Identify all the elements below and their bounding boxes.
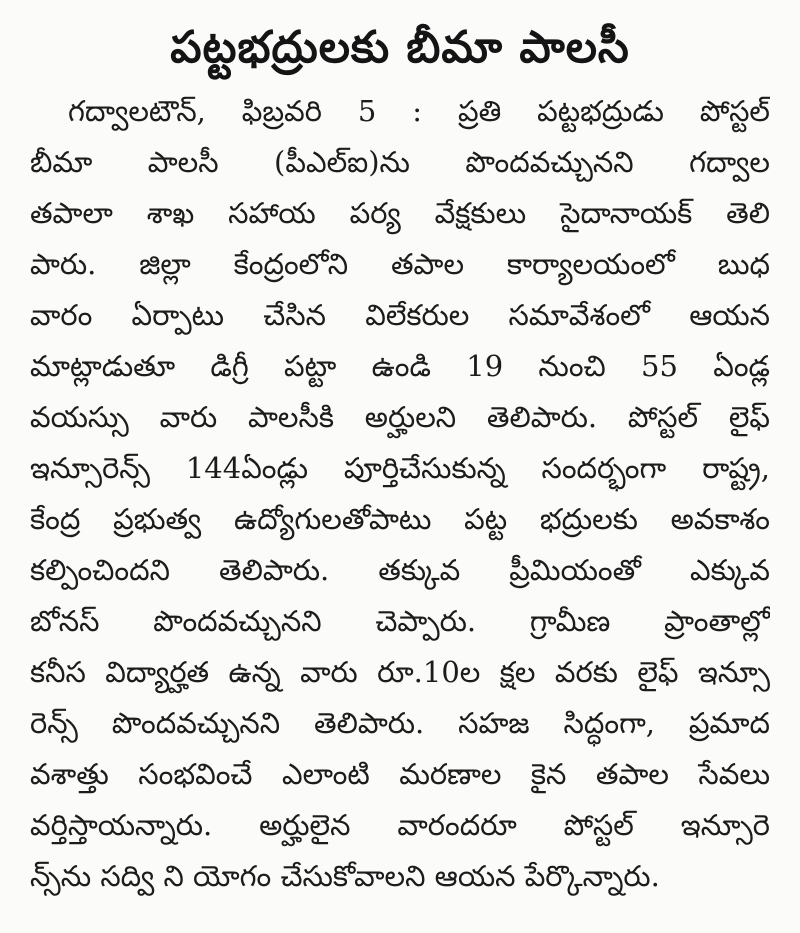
- article-line: కనీస విద్యార్హత ఉన్న వారు రూ.10ల క్షల వరకు లైఫ్ ఇన్సూ: [30, 655, 770, 689]
- article-line: వారం ఏర్పాటు చేసిన విలేకరుల సమావేశంలో ఆయన: [30, 298, 770, 332]
- article-line: వశాత్తు సంభవించే ఎలాంటి మరణాల కైన తపాల సేవలు: [30, 757, 770, 791]
- article-line: మాట్లాడుతూ డిగ్రీ పట్టా ఉండి 19 నుంచి 55 ఏండ్ల: [30, 349, 770, 383]
- article-line: ఇన్సూరెన్స్ 144ఏండ్లు పూర్తిచేసుకున్న సందర్భంగా రాష్ట్ర,: [30, 451, 770, 485]
- headline: పట్టభద్రులకు బీమా పాలసీ: [170, 22, 630, 73]
- article-line: వర్తిస్తాయన్నారు. అర్హులైన వారందరూ పోస్టల్ ఇన్సూరె: [30, 808, 770, 842]
- article-line: కల్పించిందని తెలిపారు. తక్కువ ప్రీమియంతో ఎక్కువ: [30, 553, 770, 587]
- article-line: గద్వాలటౌన్, ఫిబ్రవరి 5 : ప్రతి పట్టభద్రుడు పోస్టల్: [68, 94, 770, 128]
- article-line: వయస్సు వారు పాలసీకి అర్హులని తెలిపారు. పోస్టల్ లైఫ్: [30, 400, 770, 434]
- article-line: కేంద్ర ప్రభుత్వ ఉద్యోగులతోపాటు పట్ట భద్రులకు అవకాశం: [30, 502, 770, 536]
- article-line: న్స్‌ను సద్వి ని యోగం చేసుకోవాలని ఆయన పేర్కొన్నారు.: [30, 859, 660, 893]
- article-line: బోనస్ పొందవచ్చునని చెప్పారు. గ్రామీణ ప్రాంతాల్లో: [30, 604, 770, 638]
- article-line: బీమా పాలసీ (పీఎల్ఐ)ను పొందవచ్చునని గద్వాల: [30, 145, 770, 179]
- article-line: రెన్స్ పొందవచ్చునని తెలిపారు. సహజ సిద్ధంగా, ప్రమాద: [30, 706, 770, 740]
- article-body: [30, 86, 770, 902]
- article-line: పారు. జిల్లా కేంద్రంలోని తపాల కార్యాలయంలో బుధ: [30, 247, 770, 281]
- article-line: తపాలా శాఖ సహాయ పర్య వేక్షకులు సైదానాయక్ తెలి: [30, 196, 770, 230]
